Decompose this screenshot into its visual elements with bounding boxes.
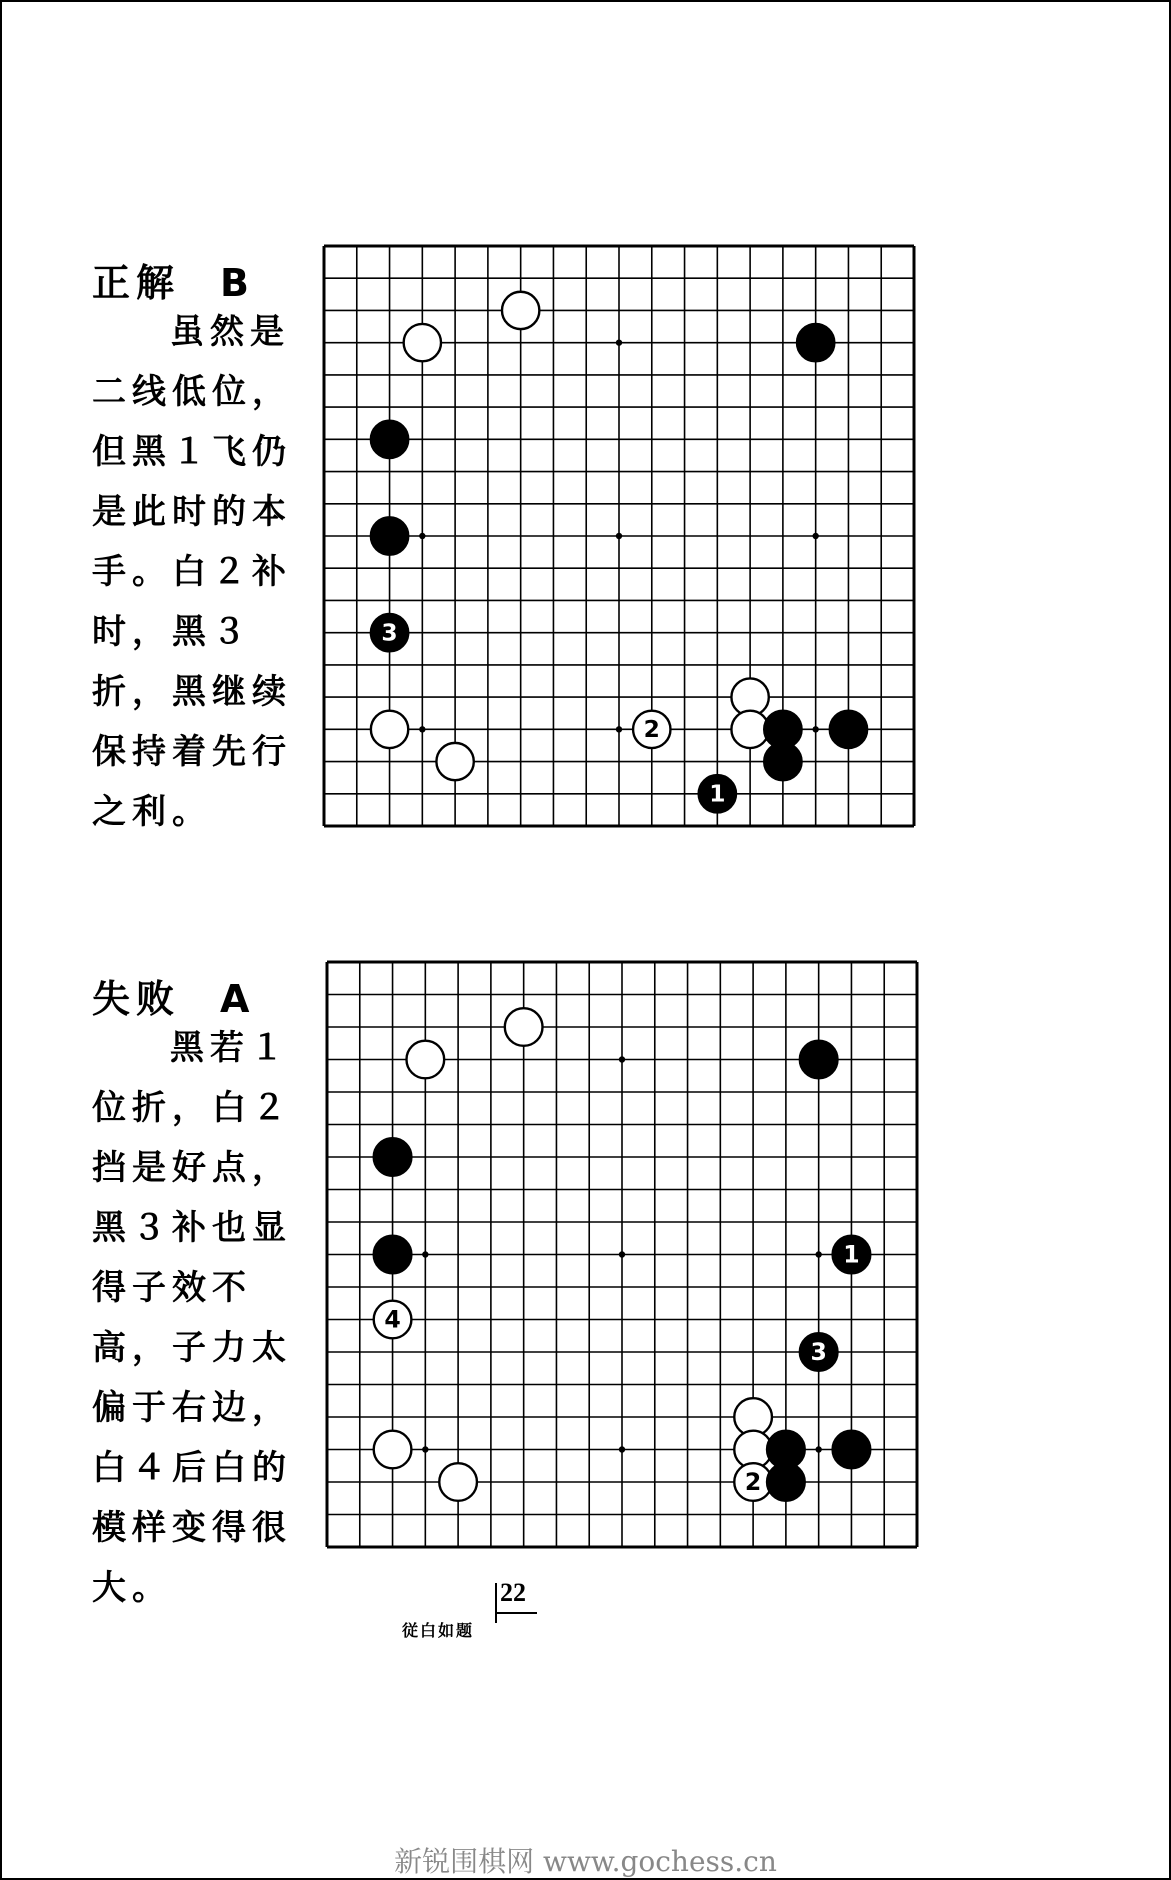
star-point — [616, 339, 622, 345]
stone-number-label: 4 — [384, 1305, 401, 1334]
stone-number-label: 2 — [744, 1467, 762, 1496]
star-point — [422, 1251, 428, 1257]
star-point — [419, 533, 425, 539]
star-point — [619, 1251, 625, 1257]
board-svg — [325, 960, 919, 1549]
star-point — [616, 533, 622, 539]
star-point — [616, 726, 622, 732]
go-board-failure — [325, 960, 919, 1549]
white-stone — [436, 743, 473, 780]
page-number-underline — [497, 1612, 537, 1614]
section-title-failure — [92, 968, 255, 1023]
black-stone — [767, 1463, 805, 1501]
star-point — [419, 726, 425, 732]
watermark: 新锐围棋网 www.gochess.cn — [394, 1845, 777, 1878]
section-title-correct — [92, 252, 255, 307]
section-title-text: 正解 — [92, 261, 181, 305]
white-stone — [439, 1463, 477, 1501]
running-head: 従白如题 — [402, 1621, 475, 1640]
black-stone — [830, 711, 867, 748]
section-body-failure: 黑若１位折，白２挡是好点，黑３补也显得子效不高，子力太偏于右边，白４后白的模样变得很大。 — [92, 1028, 292, 1608]
stone-number-label: 1 — [843, 1240, 860, 1269]
star-point — [815, 1446, 821, 1452]
stone-number-label: 1 — [709, 779, 726, 808]
star-point — [619, 1446, 625, 1452]
go-board-correct — [322, 244, 916, 828]
black-stone — [797, 324, 834, 361]
white-stone — [404, 324, 441, 361]
star-point — [812, 726, 818, 732]
page-number-rule — [495, 1583, 497, 1623]
section-letter: B — [220, 261, 255, 305]
black-stone — [371, 517, 408, 554]
stone-number-label: 3 — [381, 618, 398, 647]
section-title-text: 失败 — [92, 977, 181, 1021]
section-body-correct: 虽然是二线低位，但黑１飞仍是此时的本手。白２补时，黑３折，黑继续保持着先行之利。 — [92, 312, 292, 832]
black-stone — [374, 1138, 412, 1176]
white-stone — [406, 1041, 444, 1079]
star-point — [815, 1251, 821, 1257]
page-number: 22 — [500, 1578, 526, 1607]
black-stone — [764, 743, 801, 780]
white-stone — [502, 292, 539, 329]
black-stone — [371, 421, 408, 458]
black-stone — [800, 1041, 838, 1079]
black-stone — [374, 1236, 412, 1274]
star-point — [422, 1446, 428, 1452]
stone-number-label: 3 — [810, 1337, 827, 1366]
stone-number-label: 2 — [643, 715, 660, 744]
white-stone — [371, 711, 408, 748]
white-stone — [374, 1431, 412, 1469]
star-point — [619, 1056, 625, 1062]
section-letter: A — [220, 977, 256, 1021]
star-point — [812, 533, 818, 539]
white-stone — [505, 1008, 543, 1046]
board-svg — [322, 244, 916, 828]
black-stone — [833, 1431, 871, 1469]
